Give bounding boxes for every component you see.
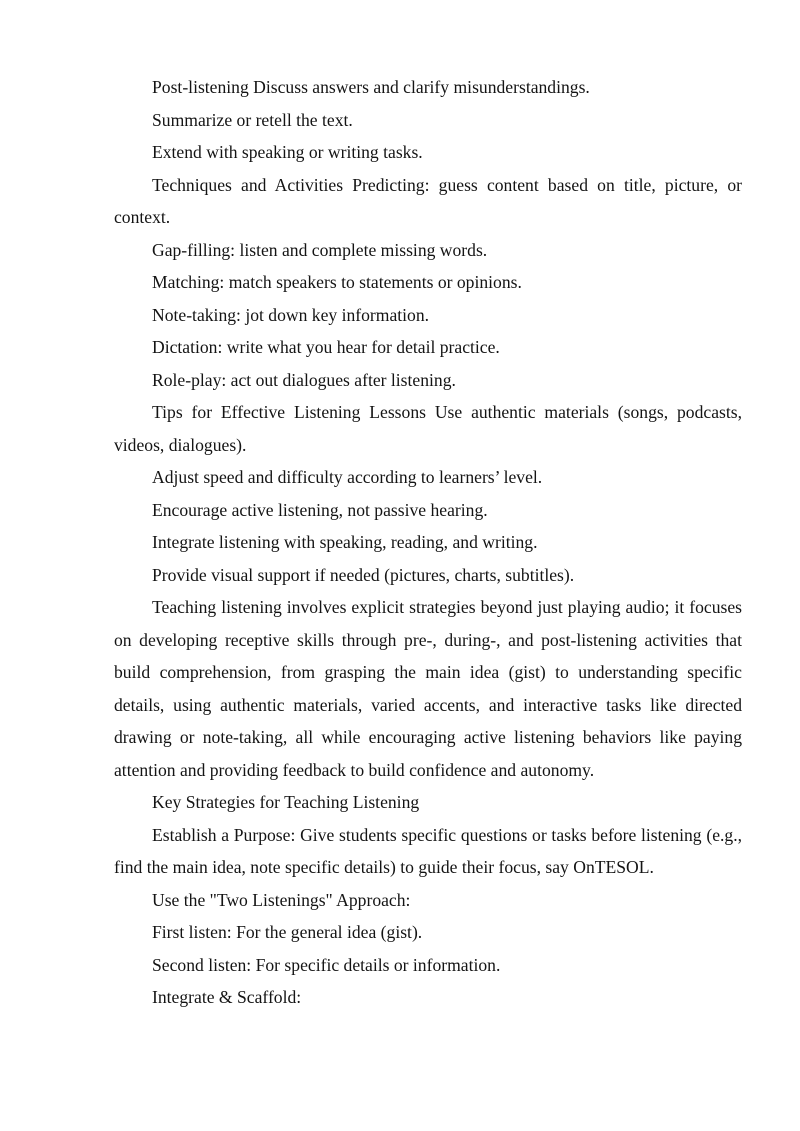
document-body <box>114 71 742 1014</box>
paragraph-integrate-skills: Integrate listening with speaking, reading, and writing. <box>152 532 538 552</box>
paragraph-post-listening: Post-listening Discuss answers and clarify misunderstandings. <box>152 77 590 97</box>
paragraph-first-listen: First listen: For the general idea (gist). <box>152 922 423 942</box>
paragraph-matching: Matching: match speakers to statements or opinions. <box>152 272 522 292</box>
paragraph-two-listenings: Use the "Two Listenings" Approach: <box>152 889 411 910</box>
paragraph-summarize: Summarize or retell the text. <box>152 109 353 130</box>
heading-key-strategies: Key Strategies for Teaching Listening <box>152 792 420 812</box>
paragraph-tips-authentic-materials: Tips for Effective Listening Lessons Use authentic materials (songs, podcasts, videos, dialogues). <box>114 402 742 455</box>
paragraph-integrate-scaffold: Integrate & Scaffold: <box>152 987 302 1007</box>
paragraph-note-taking: Note-taking: jot down key information. <box>152 304 430 325</box>
paragraph-active-listening: Encourage active listening, not passive hearing. <box>152 499 488 520</box>
paragraph-teaching-listening-summary: Teaching listening involves explicit strategies beyond just playing audio; it focuses on developing receptive skills through pre-, during-, and post-listening activities that build comprehension, from grasping the main idea (gist) to understanding specific details, using authentic materials, varied accents, and interactive tasks like directed drawing or note-taking, all while encouraging active listening behaviors like paying attention and providing feedback to build confidence and autonomy. <box>114 597 742 780</box>
paragraph-adjust-speed: Adjust speed and difficulty according to learners’ level. <box>152 467 543 487</box>
paragraph-visual-support: Provide visual support if needed (pictures, charts, subtitles). <box>152 564 575 585</box>
paragraph-extend: Extend with speaking or writing tasks. <box>152 142 423 162</box>
paragraph-establish-purpose: Establish a Purpose: Give students specific questions or tasks before listening (e.g., find the main idea, note specific details) to guide their focus, say OnTESOL. <box>114 824 742 877</box>
paragraph-role-play: Role-play: act out dialogues after listening. <box>152 369 456 390</box>
paragraph-dictation: Dictation: write what you hear for detail practice. <box>152 337 500 357</box>
paragraph-gap-filling: Gap-filling: listen and complete missing words. <box>152 239 488 260</box>
paragraph-second-listen: Second listen: For specific details or information. <box>152 954 501 975</box>
paragraph-techniques-predicting: Techniques and Activities Predicting: guess content based on title, picture, or context. <box>114 174 742 227</box>
